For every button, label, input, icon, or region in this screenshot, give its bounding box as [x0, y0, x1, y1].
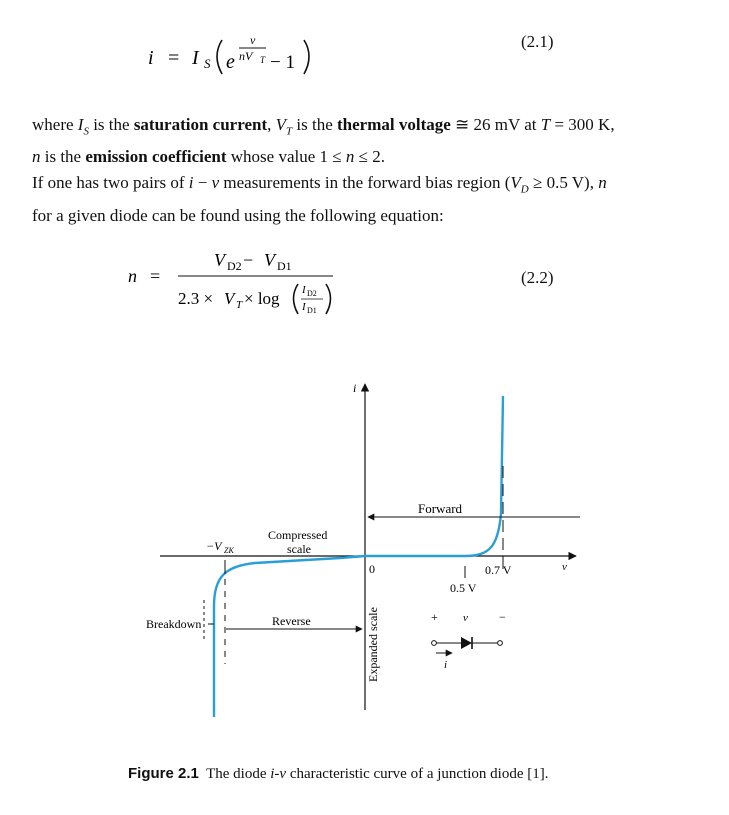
para-vd: V	[510, 173, 521, 193]
eq2-frac-top: I	[302, 284, 306, 296]
para-text: is the	[88, 115, 134, 134]
diode-iv-figure	[120, 374, 600, 730]
caption-v: v	[279, 766, 287, 782]
equation-2-2	[128, 246, 368, 326]
diode-plus: +	[431, 610, 438, 624]
body-paragraph	[32, 112, 712, 229]
eq1-is-sub: S	[204, 56, 211, 71]
para-i: i	[188, 173, 194, 193]
caption-dash: -	[274, 766, 280, 782]
eq2-num-minus: −	[243, 250, 254, 270]
eq1-right-paren	[304, 40, 309, 74]
v05-label: 0.5 V	[450, 581, 477, 595]
diode-triangle	[461, 637, 472, 649]
compressed-label-1: Compressed	[268, 528, 328, 542]
eq1-left-paren	[217, 40, 222, 74]
para-text: is the	[40, 147, 86, 167]
para-v: v	[211, 173, 220, 193]
eq2-left-paren	[294, 284, 299, 314]
eq2-equals: =	[150, 266, 161, 286]
diode-terminal-left	[432, 641, 437, 646]
eq2-right-paren	[326, 284, 331, 314]
eq1-exp-den-sub: T	[260, 55, 266, 65]
eq1-exp-num: v	[250, 33, 256, 47]
eq1-exp-den: nV	[239, 49, 253, 63]
diode-terminal-right	[498, 641, 503, 646]
diode-minus: −	[499, 610, 506, 624]
eq1-equals: =	[168, 47, 180, 69]
term-emission-coefficient: emission coefficient	[85, 147, 227, 167]
reverse-label: Reverse	[272, 614, 311, 628]
diode-v: v	[463, 612, 468, 624]
para-text: ≤ 2.	[354, 147, 385, 167]
para-vd-sub: D	[520, 183, 529, 196]
para-n: n	[32, 147, 41, 167]
v07-label: 0.7 V	[485, 563, 512, 577]
figure-caption	[128, 765, 688, 783]
caption-text: The diode	[198, 766, 271, 782]
eq2-den-vt: V	[224, 289, 235, 308]
compressed-label-2: scale	[287, 542, 311, 556]
diode-symbol	[431, 610, 506, 671]
eq2-den-vt-sub: T	[236, 299, 243, 311]
para-text: for a given diode can be found using the following equation:	[32, 205, 444, 225]
para-text: If one has two pairs of	[32, 173, 189, 193]
vzk-sub: ZK	[224, 546, 234, 555]
breakdown-label: Breakdown	[146, 617, 202, 631]
eq2-den-times-log: × log	[244, 289, 280, 308]
eq1-lhs: i	[148, 47, 154, 69]
equation-2-1	[148, 28, 368, 78]
eq1-number: (2.1)	[521, 32, 554, 51]
eq2-frac-bot: I	[302, 301, 306, 313]
eq2-num-v1: V	[214, 250, 225, 270]
para-vt: V	[275, 115, 287, 134]
eq2-number: (2.2)	[521, 268, 554, 287]
para-is-sub: S	[83, 125, 89, 138]
para-is: I	[77, 115, 84, 134]
para-n: n	[345, 147, 355, 167]
eq2-num-s2: D1	[277, 259, 292, 273]
vzk-label: −V	[206, 539, 222, 553]
caption-text-end: characteristic curve of a junction diode [1].	[286, 766, 549, 782]
term-saturation-current: saturation current	[133, 115, 268, 134]
forward-label: Forward	[418, 501, 463, 516]
caption-label: Figure 2.1	[128, 765, 199, 782]
para-vt-sub: T	[286, 125, 293, 138]
v-axis-label: v	[562, 561, 567, 573]
para-n: n	[598, 173, 607, 193]
eq1-is: I	[192, 47, 199, 69]
para-text: ≅ 26 mV at	[450, 115, 541, 134]
para-text: = 300 K,	[550, 115, 615, 134]
i-axis-label: i	[353, 381, 357, 395]
caption-i: i	[270, 766, 275, 782]
para-text: measurements in the forward bias region (	[219, 173, 511, 193]
para-text: −	[193, 173, 212, 193]
para-text: is the	[292, 115, 337, 134]
eq2-num-s1: D2	[227, 259, 242, 273]
para-text: whose value 1 ≤	[226, 147, 346, 167]
eq2-frac-bot-sub: D1	[307, 306, 317, 315]
eq1-minus-one: − 1	[270, 52, 295, 73]
para-text: ,	[267, 115, 276, 134]
origin-label: 0	[369, 562, 375, 576]
para-text: ≥ 0.5 V),	[528, 173, 599, 193]
diode-i: i	[444, 659, 448, 671]
para-temp: T	[540, 115, 551, 134]
expanded-scale-label: Expanded scale	[366, 607, 380, 682]
eq1-e: e	[226, 51, 235, 73]
eq2-lhs: n	[128, 266, 137, 286]
eq2-den-prefix: 2.3 ×	[178, 289, 214, 308]
para-text: where	[32, 115, 78, 134]
term-thermal-voltage: thermal voltage	[337, 115, 451, 134]
eq2-num-v2: V	[264, 250, 275, 270]
eq2-frac-top-sub: D2	[307, 289, 317, 298]
